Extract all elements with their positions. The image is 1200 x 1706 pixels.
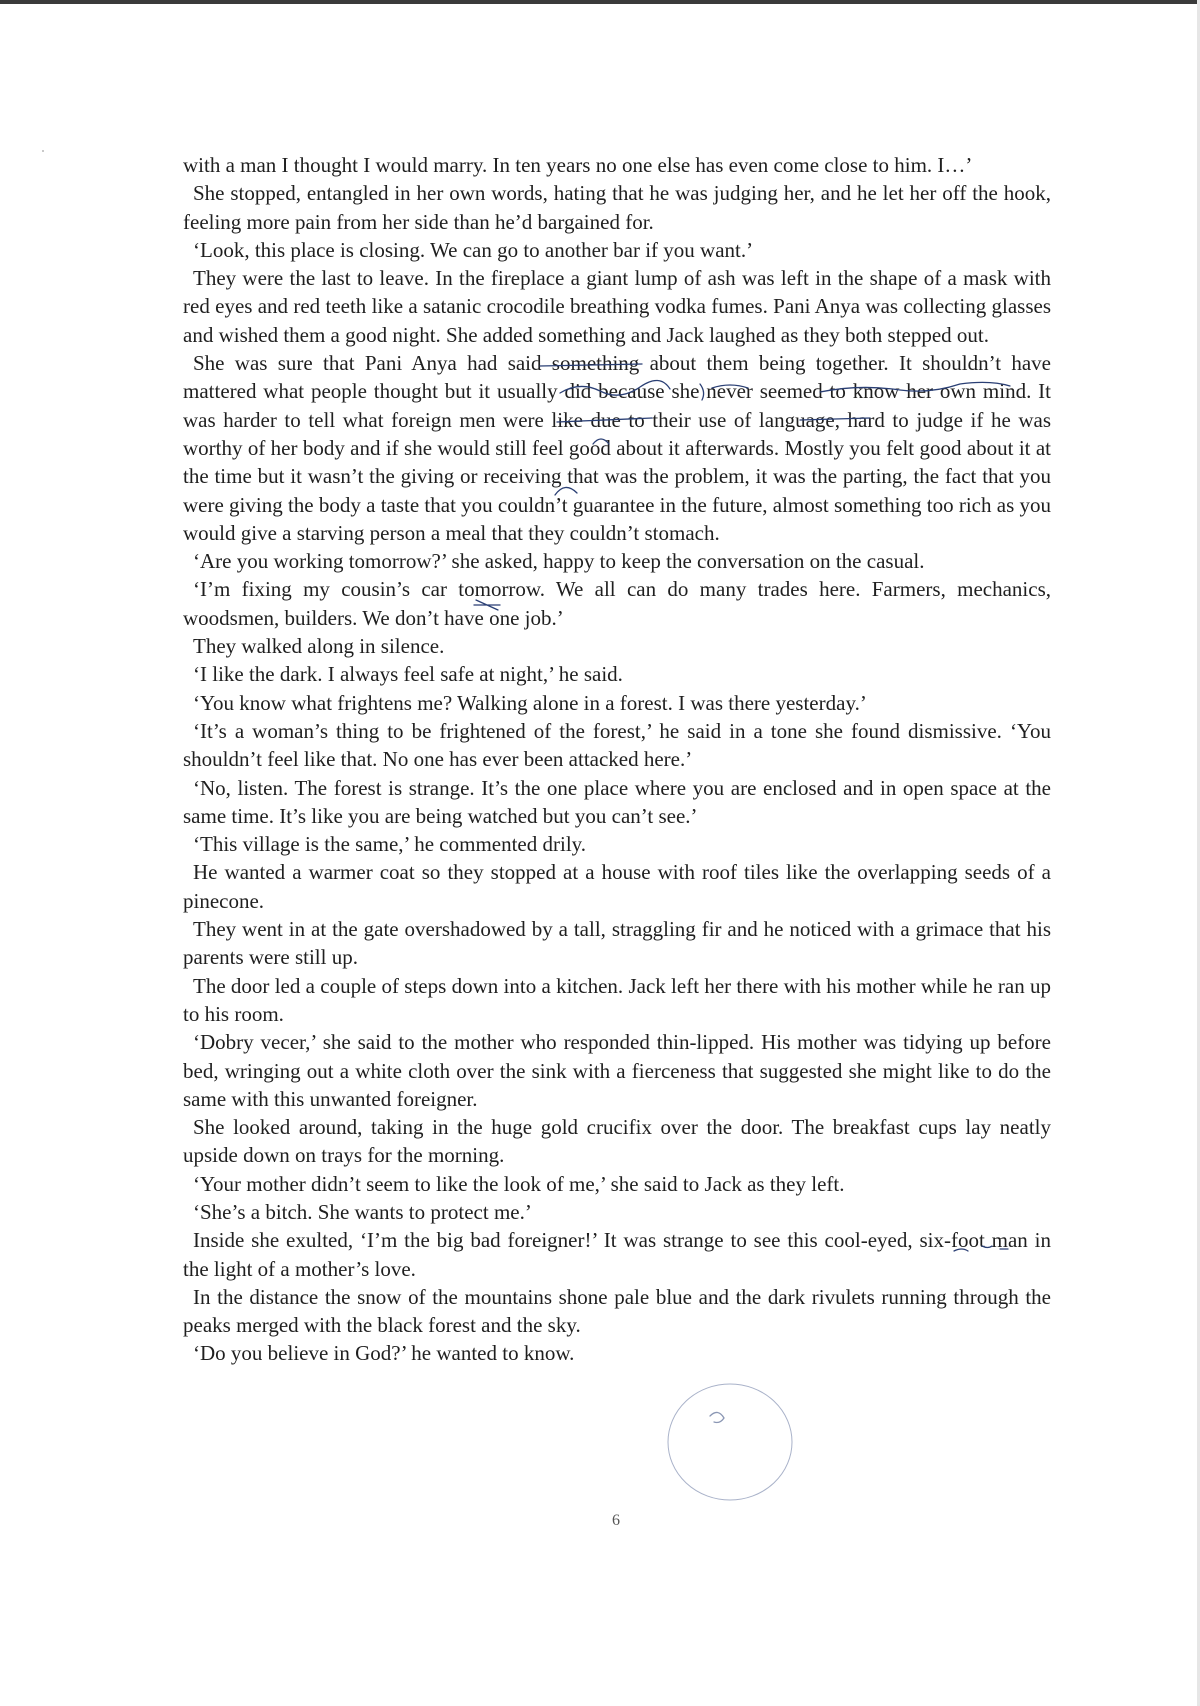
paragraph: ‘I like the dark. I always feel safe at night,’ he said. (193, 662, 623, 687)
strikethrough-mark (557, 418, 652, 422)
paragraph: She stopped, entangled in her own words, hating that he was judging her, and he let her off the hook, feeling more pain from her side than he’d bargained for. (183, 181, 1051, 234)
page-number: 6 (612, 1512, 620, 1529)
paragraph: They were the last to leave. In the fireplace a giant lump of ash was left in the shape of a mask with red eyes and red teeth like a satanic crocodile breathing vodka fumes. Pani Anya was collecting glasses and wished them a good night. She added something and Jack laughed as they both stepped out. (183, 266, 1051, 347)
caret-mark (700, 384, 704, 400)
correction-mark (555, 487, 577, 495)
paragraph: ‘Dobry vecer,’ she said to the mother who responded thin-lipped. His mother was tidying up before bed, wringing out a white cloth over the sink with a fierceness that suggested she might like to do the same with this unwanted foreigner. (183, 1030, 1051, 1111)
strikethrough-mark (800, 418, 870, 420)
paragraph: He wanted a warmer coat so they stopped at a house with roof tiles like the overlapping seeds of a pinecone. (183, 860, 1051, 913)
paragraph: They walked along in silence. (193, 634, 445, 659)
paragraph: ‘Look, this place is closing. We can go to another bar if you want.’ (193, 237, 754, 262)
paragraph: with a man I thought I would marry. In ten years no one else has even come close to him. I…’ (183, 153, 973, 177)
circle-mark (668, 1384, 792, 1500)
paragraph: ‘Do you believe in God?’ he wanted to know. (193, 1341, 575, 1366)
strikethrough-mark (540, 364, 642, 366)
paragraph: They went in at the gate overshadowed by a tall, straggling fir and he noticed with a grimace that his parents were still up. (183, 917, 1051, 970)
scribble-mark (820, 382, 1010, 392)
paragraph: Inside she exulted, ‘I’m the big bad foreigner!’ It was strange to see this cool-eyed, six-foot man in the light of a mother’s love. (183, 1228, 1051, 1281)
paragraph: ‘You know what frightens me? Walking alone in a forest. I was there yesterday.’ (193, 690, 867, 715)
paragraph: ‘She’s a bitch. She wants to protect me.’ (193, 1199, 532, 1224)
scribble-mark (710, 1412, 724, 1422)
paragraph: ‘Your mother didn’t seem to like the look of me,’ she said to Jack as they left. (193, 1171, 845, 1196)
paragraph: The door led a couple of steps down into a kitchen. Jack left her there with his mother while he ran up to his room. (183, 973, 1051, 1026)
insertion-squiggle (560, 380, 670, 395)
paragraph: She was sure that Pani Anya had said something about them being together. It shouldn’t have mattered what people thought but it usually did because she never seemed to know her own mind. It was harder to tell what foreign men were like due to their use of language, hard to judge if he was worthy of her body and if she would still feel good about it afterwards. Mostly you felt good about it at the time but it wasn’t the giving or receiving that was the problem, it was the parting, the fact that you were giving the body a taste that you couldn’t guarantee in the future, almost something too rich as you would give a starving person a meal that they couldn’t stomach. (183, 351, 1051, 545)
correction-mark (593, 439, 609, 444)
scribble-mark (954, 1246, 1008, 1251)
paragraph: ‘It’s a woman’s thing to be frightened of the forest,’ he said in a tone she found dismissive. ‘You shouldn’t feel like that. No one has ever been attacked here.’ (183, 718, 1051, 772)
paragraph: ‘This village is the same,’ he commented drily. (193, 832, 587, 857)
paragraph: In the distance the snow of the mountains shone pale blue and the dark rivulets running through the peaks merged with the black forest and the sky. (183, 1284, 1051, 1338)
correction-mark (474, 600, 500, 610)
scribble-mark (712, 385, 748, 388)
paragraph: ‘I’m fixing my cousin’s car tomorrow. We all can do many trades here. Farmers, mechanics, woodsmen, builders. We don’t have one job.’ (183, 577, 1051, 630)
paragraph: ‘No, listen. The forest is strange. It’s the one place where you are enclosed and in open space at the same time. It’s like you are being watched but you can’t see.’ (183, 775, 1051, 828)
paragraph: She looked around, taking in the huge gold crucifix over the door. The breakfast cups lay neatly upside down on trays for the morning. (183, 1115, 1051, 1168)
paragraph: ‘Are you working tomorrow?’ she asked, happy to keep the conversation on the casual. (193, 549, 925, 574)
